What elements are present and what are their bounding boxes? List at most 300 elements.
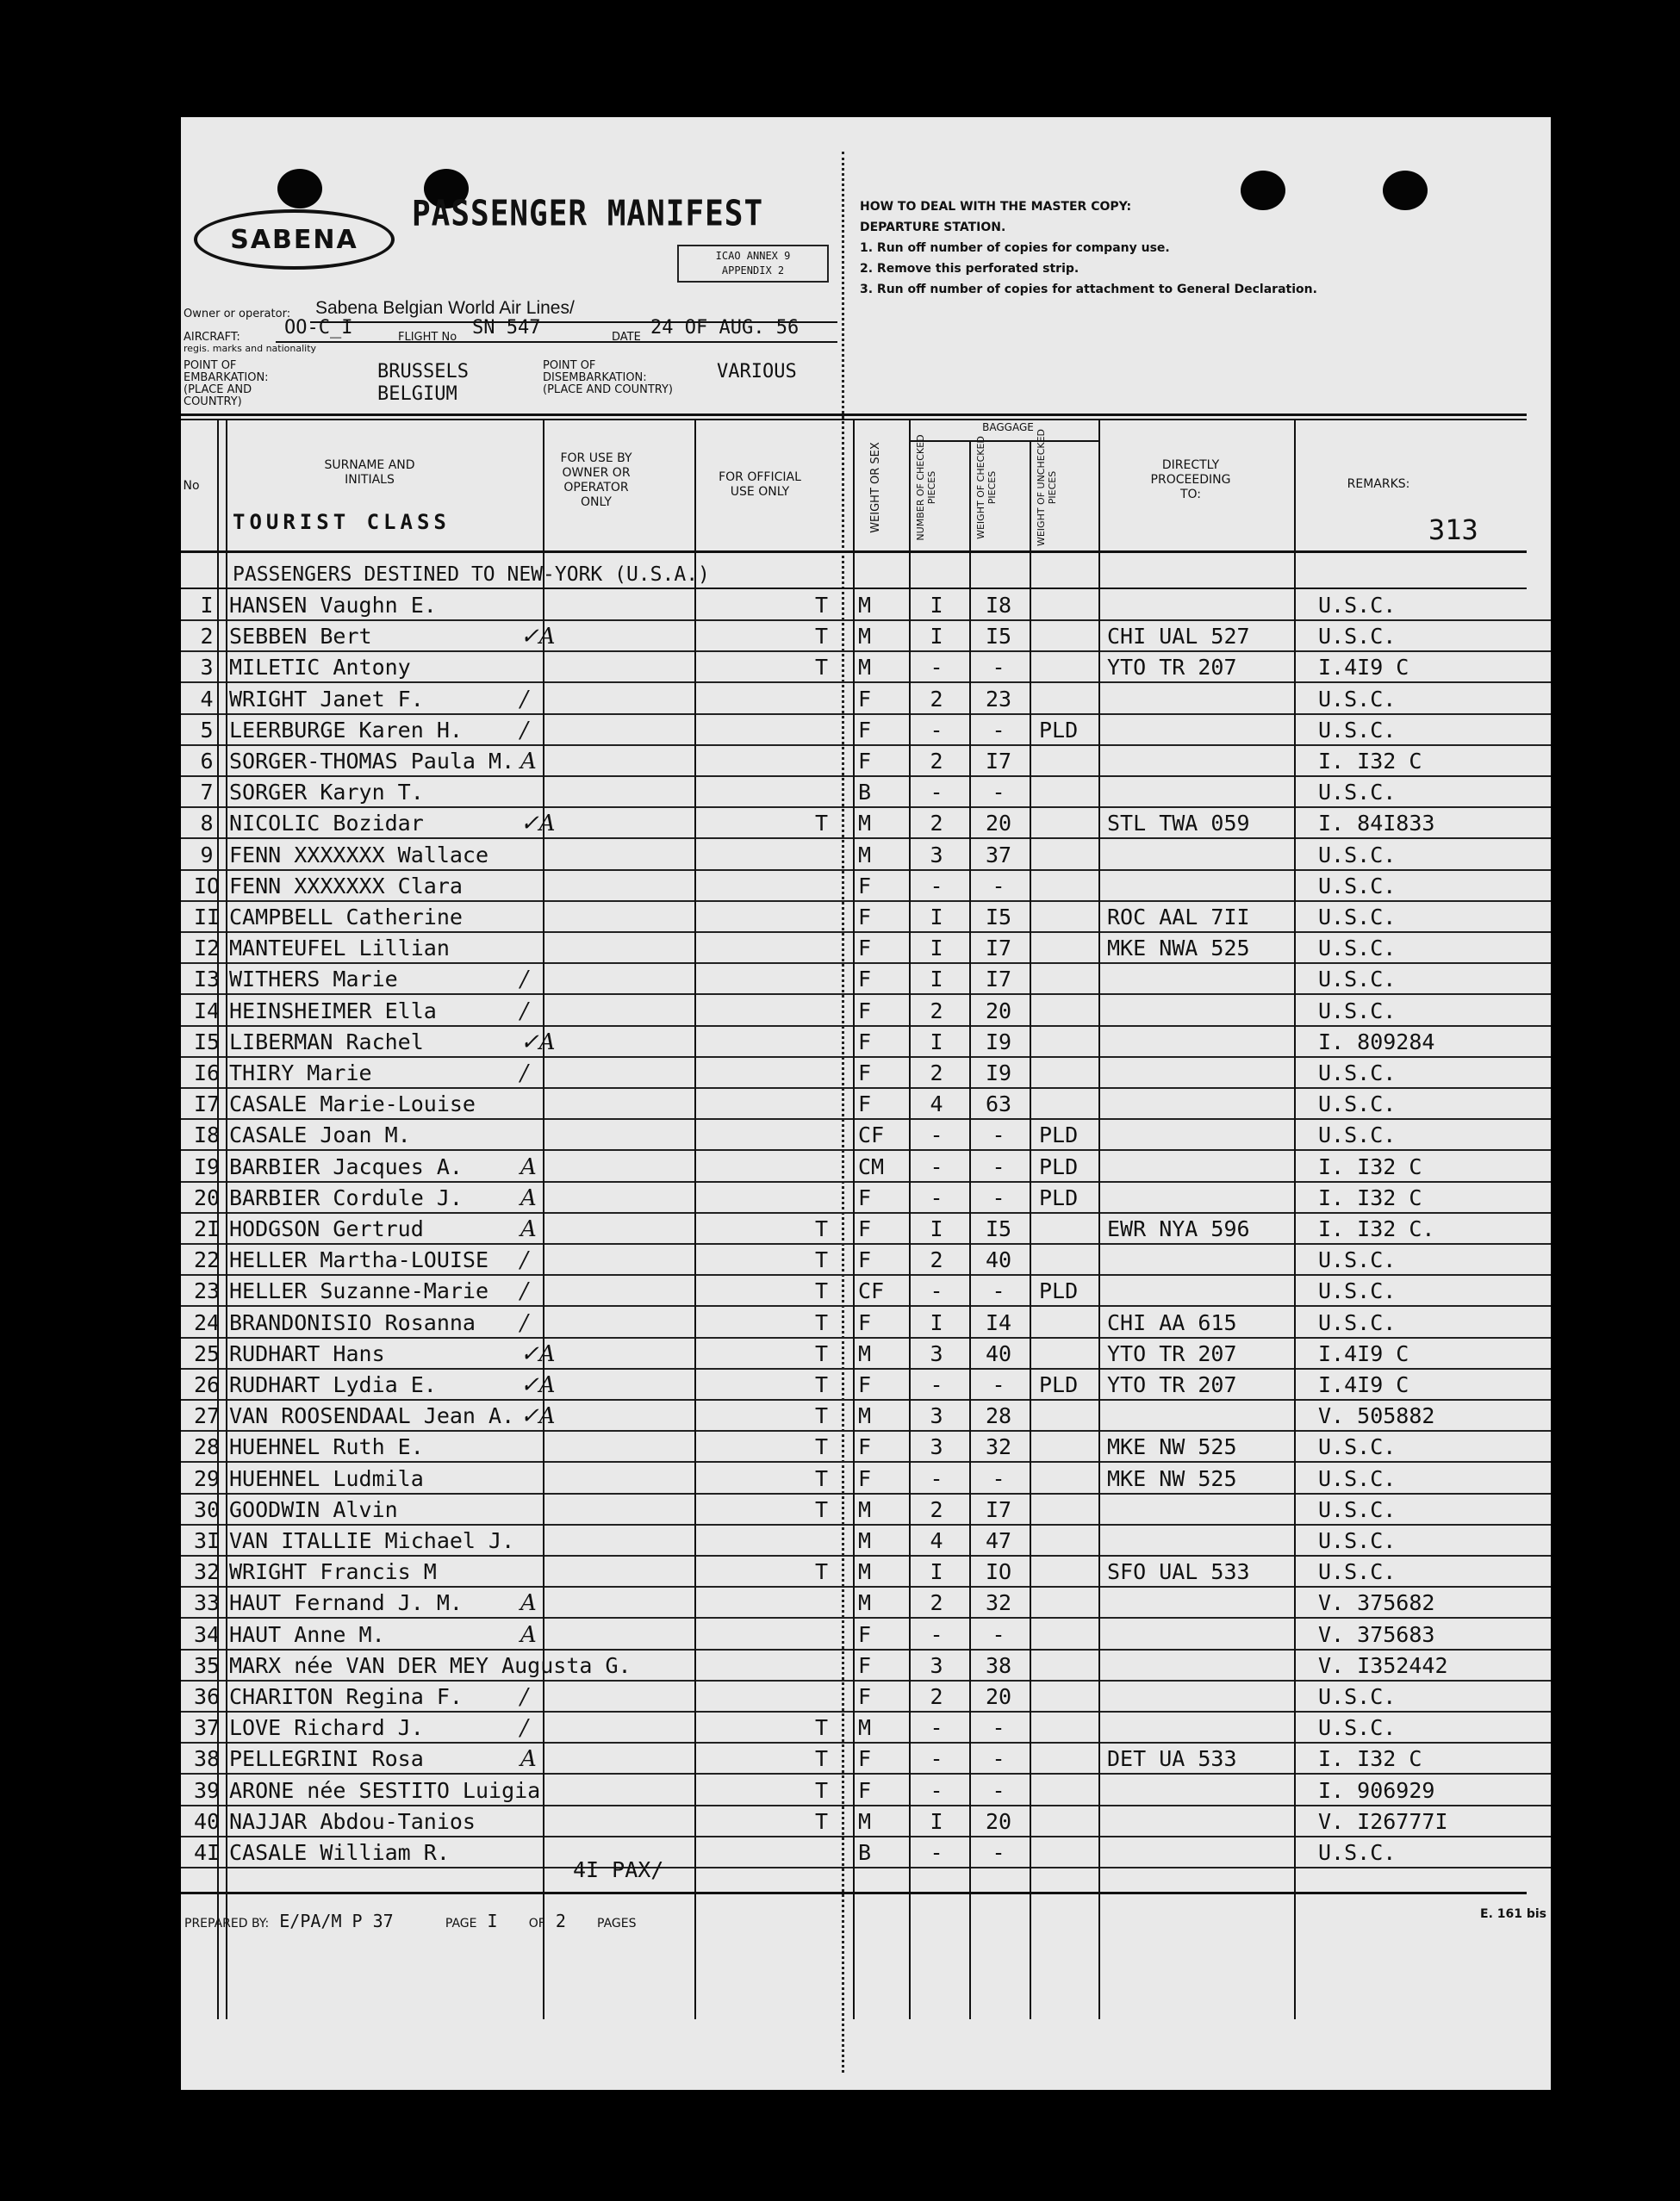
official-mark: T	[815, 1403, 829, 1429]
table-row	[181, 1432, 1551, 1463]
row-number: 25	[193, 1340, 221, 1366]
row-number: 3	[200, 655, 214, 681]
passenger-name: RUDHART Hans	[229, 1340, 385, 1366]
passenger-sex: F	[858, 1621, 872, 1647]
col-directly: DIRECTLY PROCEEDING TO:	[1150, 458, 1231, 501]
handwritten-mark: /	[520, 717, 528, 743]
passenger-name: WRIGHT Francis M	[229, 1559, 437, 1585]
checked-pieces: 3	[930, 1340, 943, 1366]
remarks-value: U.S.C.	[1318, 842, 1397, 867]
checked-pieces: 4	[930, 1091, 943, 1117]
remarks-value: U.S.C.	[1318, 593, 1397, 618]
passenger-sex: B	[858, 780, 872, 805]
table-row	[181, 1495, 1551, 1526]
col-divider	[909, 420, 911, 2019]
remarks-value: U.S.C.	[1318, 1559, 1397, 1585]
disembarkation-value: VARIOUS	[717, 361, 797, 382]
row-number: 8	[200, 811, 214, 836]
table-row	[181, 621, 1551, 652]
table-top-rule	[181, 413, 1527, 416]
col-divider	[1098, 420, 1100, 2019]
table-row	[181, 1588, 1551, 1619]
remarks-value: U.S.C.	[1318, 967, 1397, 992]
remarks-value: I.4I9 C	[1318, 655, 1409, 681]
passenger-sex: F	[858, 967, 872, 992]
unchecked-weight: PLD	[1039, 1372, 1079, 1397]
passenger-name: CASALE Joan M.	[229, 1122, 411, 1148]
row-number: I2	[193, 936, 221, 961]
checked-weight: -	[992, 1372, 1005, 1397]
remarks-value: U.S.C.	[1318, 905, 1397, 930]
remarks-value: U.S.C.	[1318, 936, 1397, 961]
row-number: 9	[200, 842, 214, 867]
aircraft-label: AIRCRAFT:	[184, 331, 240, 344]
handwritten-mark: /	[520, 967, 528, 993]
checked-pieces: -	[930, 1153, 943, 1179]
official-mark: T	[815, 1372, 829, 1397]
remarks-value: I.4I9 C	[1318, 1340, 1409, 1366]
remarks-value: U.S.C.	[1318, 1091, 1397, 1117]
owner-label: Owner or operator:	[184, 308, 291, 320]
passenger-name: GOODWIN Alvin	[229, 1496, 398, 1522]
row-number: 22	[193, 1247, 221, 1273]
table-row	[181, 1276, 1551, 1307]
passenger-sex: M	[858, 1808, 872, 1834]
passenger-name: LEERBURGE Karen H.	[229, 717, 463, 743]
handwritten-mark: A	[520, 1153, 537, 1180]
col-divider	[853, 420, 855, 2019]
passenger-name: HAUT Anne M.	[229, 1621, 385, 1647]
passenger-sex: CF	[858, 1278, 885, 1304]
col-owner-use: FOR USE BY OWNER OR OPERATOR ONLY	[560, 451, 632, 509]
official-mark: T	[815, 1465, 829, 1491]
checked-weight: 28	[985, 1403, 1012, 1429]
checked-weight: I5	[985, 1216, 1012, 1241]
handwritten-mark: /	[520, 1309, 528, 1336]
table-row	[181, 933, 1551, 964]
handwritten-mark: /	[520, 1684, 528, 1710]
checked-weight: -	[992, 1621, 1005, 1647]
remarks-value: V. I352442	[1318, 1652, 1448, 1678]
table-row	[181, 808, 1551, 839]
row-number: 26	[193, 1372, 221, 1397]
checked-weight: 40	[985, 1340, 1012, 1366]
col-weight-unchecked: WEIGHT OF UNCHECKED PIECES	[1036, 428, 1058, 547]
unchecked-weight: PLD	[1039, 1153, 1079, 1179]
checked-weight: -	[992, 1278, 1005, 1304]
remarks-value: U.S.C.	[1318, 1122, 1397, 1148]
checked-pieces: -	[930, 1746, 943, 1772]
checked-pieces: -	[930, 655, 943, 681]
checked-weight: I7	[985, 1496, 1012, 1522]
embarkation-country: BELGIUM	[377, 383, 457, 405]
col-weight-checked: WEIGHT OF CHECKED PIECES	[975, 436, 998, 539]
passenger-name: MILETIC Antony	[229, 655, 411, 681]
icao-line-2: APPENDIX 2	[721, 264, 785, 277]
checked-weight: -	[992, 1153, 1005, 1179]
table-row	[181, 1713, 1551, 1744]
prepared-by-value: E/PA/M P 37	[279, 1911, 394, 1931]
passenger-sex: M	[858, 1403, 872, 1429]
col-remarks: REMARKS:	[1347, 477, 1410, 491]
remarks-value: I. I32 C	[1318, 749, 1422, 774]
col-divider	[226, 420, 227, 2019]
passenger-name: NICOLIC Bozidar	[229, 811, 424, 836]
onward-connection: YTO TR 207	[1107, 1372, 1237, 1397]
handwritten-mark: ✓A	[520, 624, 556, 650]
checked-weight: -	[992, 655, 1005, 681]
passenger-name: HELLER Suzanne-Marie	[229, 1278, 489, 1304]
date-value: 24 OF AUG. 56	[650, 317, 800, 339]
passenger-sex: F	[858, 686, 872, 712]
table-row	[181, 652, 1551, 683]
checked-weight: -	[992, 1184, 1005, 1210]
handwritten-mark: /	[520, 1278, 528, 1305]
row-number: IO	[193, 873, 221, 898]
official-mark: T	[815, 593, 829, 618]
table-row	[181, 840, 1551, 871]
checked-pieces: -	[930, 1372, 943, 1397]
remarks-value: U.S.C.	[1318, 1060, 1397, 1085]
page-title: PASSENGER MANIFEST	[412, 193, 764, 235]
passenger-sex: F	[858, 1247, 872, 1273]
table-row	[181, 1370, 1551, 1401]
passenger-sex: M	[858, 1590, 872, 1616]
row-number: I4	[193, 998, 221, 1023]
passenger-sex: M	[858, 1496, 872, 1522]
handwritten-mark: /	[520, 1715, 528, 1742]
row-number: 4I	[193, 1840, 221, 1865]
col-divider	[969, 440, 971, 2019]
official-mark: T	[815, 1559, 829, 1585]
col-divider	[694, 420, 696, 2019]
sabena-logo	[194, 209, 395, 270]
aircraft-underline	[276, 341, 837, 343]
prepared-by-label: PREPARED BY:	[184, 1917, 270, 1931]
checked-pieces: -	[930, 1465, 943, 1491]
handwritten-mark: A	[520, 1590, 537, 1617]
checked-pieces: -	[930, 717, 943, 743]
onward-connection: MKE NW 525	[1107, 1434, 1237, 1460]
onward-connection: CHI UAL 527	[1107, 624, 1250, 650]
remarks-value: U.S.C.	[1318, 1247, 1397, 1273]
onward-connection: YTO TR 207	[1107, 1340, 1237, 1366]
row-number: 40	[193, 1808, 221, 1834]
remarks-value: V. 375683	[1318, 1621, 1435, 1647]
instructions-subtitle: DEPARTURE STATION.	[860, 221, 1006, 234]
row-number: 27	[193, 1403, 221, 1429]
row-number: 39	[193, 1777, 221, 1803]
aircraft-value: OO-C_I	[284, 317, 353, 339]
row-number: I9	[193, 1153, 221, 1179]
handwritten-mark: A	[520, 1621, 537, 1648]
table-row	[181, 715, 1551, 746]
table-row	[181, 964, 1551, 995]
checked-pieces: 2	[930, 1496, 943, 1522]
icao-box	[677, 245, 829, 283]
passenger-sex: M	[858, 593, 872, 618]
remarks-value: U.S.C.	[1318, 1715, 1397, 1741]
table-row	[181, 1526, 1551, 1557]
handwritten-mark: /	[520, 1060, 528, 1086]
official-mark: T	[815, 1777, 829, 1803]
checked-weight: I9	[985, 1060, 1012, 1085]
unchecked-weight: PLD	[1039, 1184, 1079, 1210]
checked-pieces: 3	[930, 1403, 943, 1429]
table-row	[181, 1744, 1551, 1775]
remarks-value: V. 505882	[1318, 1403, 1435, 1429]
logo-text: SABENA	[230, 224, 358, 255]
checked-pieces: I	[930, 593, 943, 618]
row-number: 37	[193, 1715, 221, 1741]
remarks-value: U.S.C.	[1318, 686, 1397, 712]
checked-weight: 20	[985, 1684, 1012, 1709]
instructions-title: HOW TO DEAL WITH THE MASTER COPY:	[860, 200, 1132, 214]
table-row	[181, 871, 1551, 902]
passenger-name: BARBIER Jacques A.	[229, 1153, 463, 1179]
passenger-sex: F	[858, 717, 872, 743]
row-number: 32	[193, 1559, 221, 1585]
handwritten-mark: /	[520, 998, 528, 1024]
row-number: I5	[193, 1029, 221, 1054]
passenger-name: PELLEGRINI Rosa	[229, 1746, 424, 1772]
embarkation-label-text: POINT OF EMBARKATION:	[184, 359, 269, 384]
table-row	[181, 1682, 1551, 1713]
onward-connection: CHI AA 615	[1107, 1309, 1237, 1335]
official-mark: T	[815, 655, 829, 681]
disembarkation-label-text: POINT OF DISEMBARKATION:	[543, 359, 647, 384]
table-row	[181, 1027, 1551, 1058]
passenger-sex: F	[858, 1091, 872, 1117]
passenger-sex: F	[858, 749, 872, 774]
unchecked-weight: PLD	[1039, 1122, 1079, 1148]
passenger-name: FENN XXXXXXX Clara	[229, 873, 463, 898]
page-label: PAGE	[445, 1917, 477, 1931]
checked-pieces: 2	[930, 686, 943, 712]
passenger-sex: F	[858, 1372, 872, 1397]
passenger-name: HUEHNEL Ludmila	[229, 1465, 424, 1491]
checked-pieces: I	[930, 967, 943, 992]
unchecked-weight: PLD	[1039, 717, 1079, 743]
passenger-name: HANSEN Vaughn E.	[229, 593, 437, 618]
remarks-value: U.S.C.	[1318, 780, 1397, 805]
passenger-name: THIRY Marie	[229, 1060, 372, 1085]
owner-value: Sabena Belgian World Air Lines/	[315, 298, 575, 318]
passenger-sex: M	[858, 624, 872, 650]
passenger-name: HODGSON Gertrud	[229, 1216, 424, 1241]
passenger-total: 4I PAX/	[573, 1857, 664, 1882]
col-divider	[543, 420, 544, 2019]
checked-weight: I5	[985, 905, 1012, 930]
remarks-value: I.4I9 C	[1318, 1372, 1409, 1397]
remarks-value: I. I32 C	[1318, 1746, 1422, 1772]
passenger-sex: M	[858, 1559, 872, 1585]
onward-connection: MKE NWA 525	[1107, 936, 1250, 961]
remarks-value: U.S.C.	[1318, 1840, 1397, 1865]
passenger-sex: F	[858, 1746, 872, 1772]
table-row	[181, 1837, 1551, 1868]
passenger-name: CASALE William R.	[229, 1840, 450, 1865]
passenger-name: CHARITON Regina F.	[229, 1684, 463, 1709]
remarks-value: U.S.C.	[1318, 1278, 1397, 1304]
checked-pieces: I	[930, 1559, 943, 1585]
row-number: II	[193, 905, 221, 930]
checked-weight: -	[992, 1746, 1005, 1772]
official-mark: T	[815, 1496, 829, 1522]
official-mark: T	[815, 1808, 829, 1834]
checked-pieces: I	[930, 1216, 943, 1241]
handwritten-mark: /	[520, 686, 528, 712]
aircraft-sub-label: regis. marks and nationality	[184, 343, 317, 354]
row-number: 28	[193, 1434, 221, 1460]
checked-pieces: I	[930, 1808, 943, 1834]
checked-weight: 40	[985, 1247, 1012, 1273]
col-divider	[217, 420, 219, 2019]
checked-pieces: -	[930, 1777, 943, 1803]
row-number: 36	[193, 1684, 221, 1709]
row-number: 3I	[193, 1528, 221, 1553]
remarks-value: I. 906929	[1318, 1777, 1435, 1803]
checked-weight: -	[992, 1840, 1005, 1865]
passenger-sex: M	[858, 811, 872, 836]
checked-weight: -	[992, 1777, 1005, 1803]
remarks-value: V. I26777I	[1318, 1808, 1448, 1834]
checked-weight: 32	[985, 1590, 1012, 1616]
handwritten-mark: /	[520, 1247, 528, 1274]
table-row	[181, 1620, 1551, 1651]
official-mark: T	[815, 1340, 829, 1366]
passenger-name: RUDHART Lydia E.	[229, 1372, 437, 1397]
checked-weight: IO	[985, 1559, 1012, 1585]
embarkation-label	[184, 360, 313, 408]
col-divider	[1030, 440, 1031, 2019]
checked-weight: I9	[985, 1029, 1012, 1054]
row-number: 6	[200, 749, 214, 774]
passenger-sex: F	[858, 1465, 872, 1491]
passenger-name: HELLER Martha-LOUISE	[229, 1247, 489, 1273]
checked-weight: 23	[985, 686, 1012, 712]
passenger-sex: F	[858, 998, 872, 1023]
punch-hole	[1383, 171, 1428, 210]
remarks-value: U.S.C.	[1318, 717, 1397, 743]
checked-pieces: -	[930, 1122, 943, 1148]
row-number: 29	[193, 1465, 221, 1491]
passenger-sex: M	[858, 1528, 872, 1553]
onward-connection: EWR NYA 596	[1107, 1216, 1250, 1241]
handwritten-mark: A	[520, 749, 537, 774]
checked-weight: I5	[985, 624, 1012, 650]
checked-pieces: -	[930, 1840, 943, 1865]
table-row	[181, 1401, 1551, 1432]
remarks-value: U.S.C.	[1318, 1309, 1397, 1335]
table-row	[181, 1806, 1551, 1837]
passenger-sex: CM	[858, 1153, 885, 1179]
official-mark: T	[815, 1278, 829, 1304]
checked-weight: -	[992, 1122, 1005, 1148]
remarks-value: U.S.C.	[1318, 1496, 1397, 1522]
col-official-use: FOR OFFICIAL USE ONLY	[719, 470, 801, 499]
class-label: TOURIST CLASS	[233, 510, 451, 534]
table-row	[181, 996, 1551, 1027]
col-weight-or-sex: WEIGHT OR SEX	[869, 442, 882, 533]
disembarkation-sub: (PLACE AND COUNTRY)	[543, 383, 674, 396]
passenger-sex: CF	[858, 1122, 885, 1148]
passenger-name: SEBBEN Bert	[229, 624, 372, 650]
passenger-sex: F	[858, 1184, 872, 1210]
checked-weight: 32	[985, 1434, 1012, 1460]
passenger-sex: M	[858, 1715, 872, 1741]
embarkation-city: BRUSSELS	[377, 361, 469, 382]
instruction-step-1: 1. Run off number of copies for company use.	[860, 241, 1170, 255]
remarks-value: U.S.C.	[1318, 1528, 1397, 1553]
passenger-sex: B	[858, 1840, 872, 1865]
passenger-name: CASALE Marie-Louise	[229, 1091, 476, 1117]
checked-weight: I7	[985, 967, 1012, 992]
master-copy-instructions	[860, 196, 1317, 300]
instruction-step-3: 3. Run off number of copies for attachment to General Declaration.	[860, 283, 1317, 296]
passenger-name: SORGER-THOMAS Paula M.	[229, 749, 515, 774]
checked-weight: I4	[985, 1309, 1012, 1335]
passenger-sex: F	[858, 1434, 872, 1460]
checked-pieces: 2	[930, 1247, 943, 1273]
table-row	[181, 1183, 1551, 1214]
checked-weight: I7	[985, 936, 1012, 961]
checked-weight: 37	[985, 842, 1012, 867]
table-row	[181, 777, 1551, 808]
passenger-name: MANTEUFEL Lillian	[229, 936, 450, 961]
checked-pieces: 2	[930, 1590, 943, 1616]
baggage-subrule	[909, 440, 1098, 442]
page-value: I	[487, 1911, 498, 1931]
official-mark: T	[815, 1216, 829, 1241]
table-row	[181, 1651, 1551, 1682]
checked-pieces: I	[930, 1309, 943, 1335]
handwritten-mark: ✓A	[520, 1029, 556, 1055]
row-number: 24	[193, 1309, 221, 1335]
table-row	[181, 1245, 1551, 1276]
handwritten-mark: ✓A	[520, 1372, 556, 1398]
table-row	[181, 590, 1551, 621]
remarks-value: U.S.C.	[1318, 1465, 1397, 1491]
official-mark: T	[815, 1309, 829, 1335]
row-number: I6	[193, 1060, 221, 1085]
row-number: 4	[200, 686, 214, 712]
passenger-name: ARONE née SESTITO Luigia	[229, 1777, 541, 1803]
unchecked-weight: PLD	[1039, 1278, 1079, 1304]
table-row	[181, 1214, 1551, 1245]
remarks-value: I. 84I833	[1318, 811, 1435, 836]
row-number: I8	[193, 1122, 221, 1148]
table-row	[181, 1557, 1551, 1588]
checked-weight: -	[992, 717, 1005, 743]
passenger-name: MARX née VAN DER MEY Augusta G.	[229, 1652, 632, 1678]
passenger-name: VAN ROOSENDAAL Jean A.	[229, 1403, 515, 1429]
checked-pieces: I	[930, 1029, 943, 1054]
checked-pieces: -	[930, 1278, 943, 1304]
passenger-sex: F	[858, 1309, 872, 1335]
embarkation-sub: (PLACE AND COUNTRY)	[184, 383, 252, 408]
checked-weight: -	[992, 873, 1005, 898]
onward-connection: YTO TR 207	[1107, 655, 1237, 681]
checked-pieces: I	[930, 624, 943, 650]
row-number: I7	[193, 1091, 221, 1117]
handwritten-mark: A	[520, 1216, 537, 1242]
checked-pieces: I	[930, 905, 943, 930]
remarks-value: I. 809284	[1318, 1029, 1435, 1054]
row-number: I3	[193, 967, 221, 992]
table-bottom-rule	[181, 1892, 1527, 1894]
table-row	[181, 1120, 1551, 1151]
